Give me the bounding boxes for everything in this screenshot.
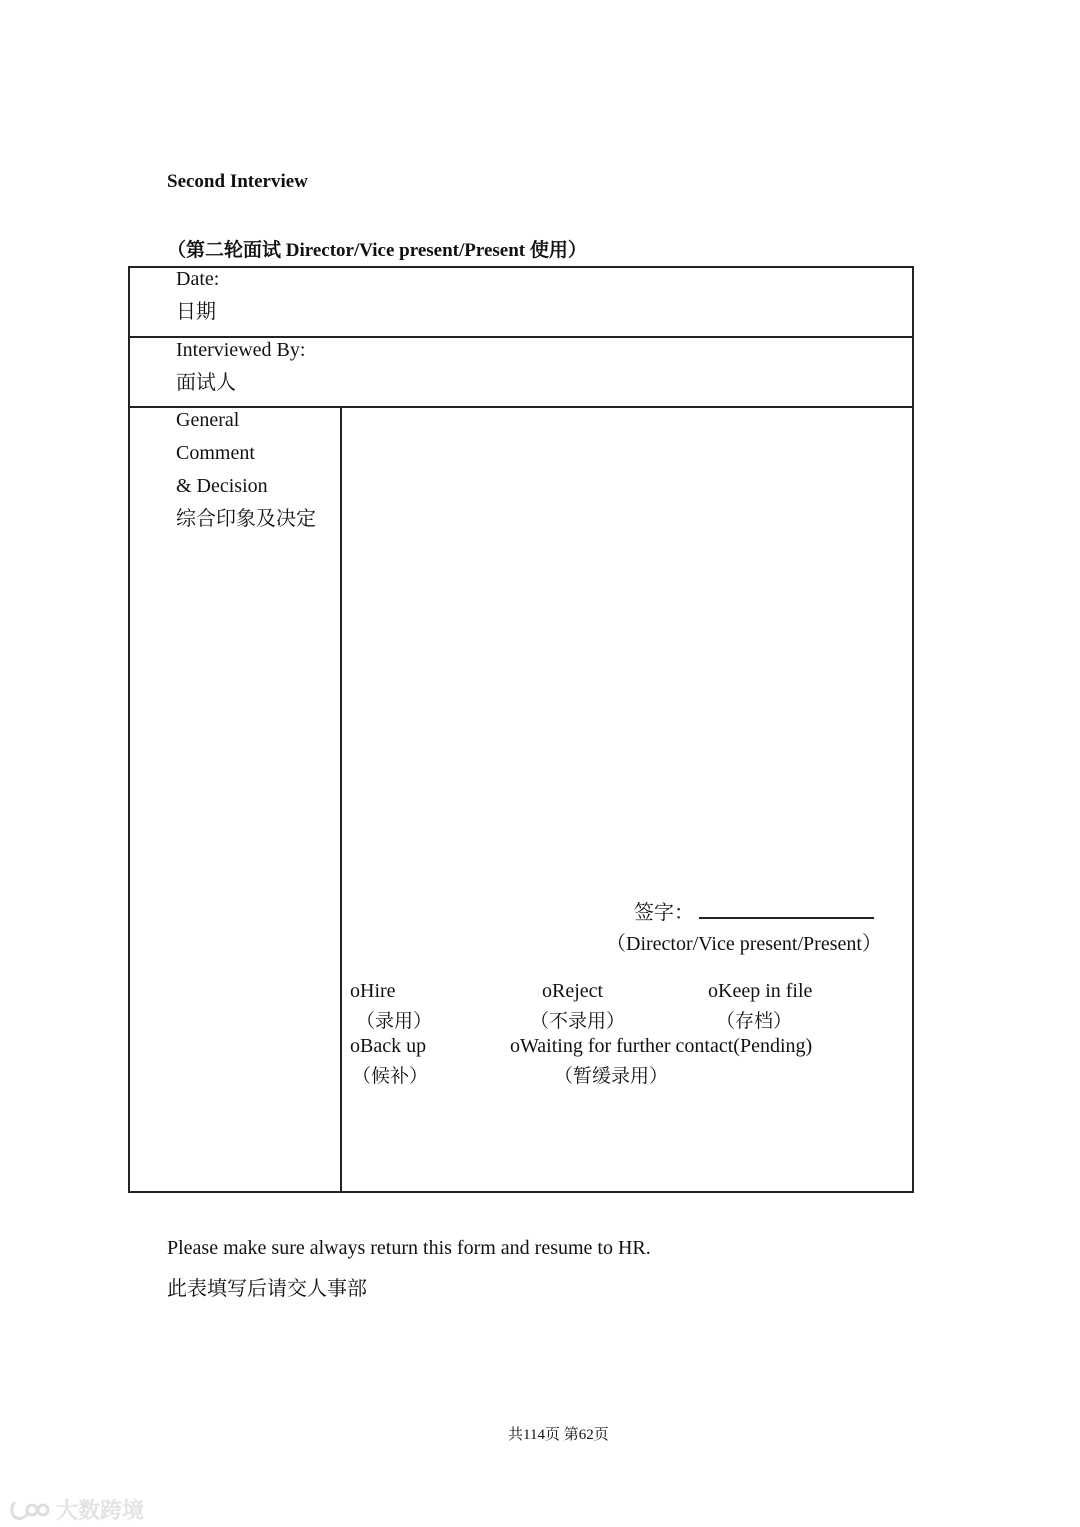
page-number: 共114页 第62页 <box>508 1427 609 1443</box>
date-label-en: Date: <box>176 268 220 290</box>
table-border-left <box>128 266 130 1193</box>
interviewer-cell[interactable] <box>176 334 305 400</box>
watermark-logo-icon <box>10 1499 50 1521</box>
comment-label-cn: 综合印象及决定 <box>176 508 316 530</box>
signature-label: 签字： <box>634 902 694 924</box>
section-title: Second Interview <box>167 171 308 192</box>
comment-label-line1: General <box>176 409 240 431</box>
comment-label-line2: Comment <box>176 442 255 464</box>
interviewer-label-cn: 面试人 <box>176 372 236 394</box>
comment-area[interactable] <box>342 408 910 878</box>
return-note-cn: 此表填写后请交人事部 <box>167 1278 367 1300</box>
comment-label-line3: & Decision <box>176 475 268 497</box>
date-cell[interactable] <box>176 263 219 329</box>
reject-option[interactable]: oReject <box>542 980 604 1002</box>
watermark-text: 大数跨境 <box>56 1499 145 1524</box>
hire-option-cn: （录用） <box>356 1011 433 1032</box>
table-border-bottom <box>128 1191 914 1193</box>
date-label-cn: 日期 <box>176 301 216 323</box>
signature-role: （Director/Vice present/Present） <box>606 933 882 955</box>
signature-line[interactable] <box>699 917 874 919</box>
comment-label <box>176 404 316 536</box>
table-border-top <box>128 266 914 268</box>
keep-in-file-option[interactable]: oKeep in file <box>708 980 813 1002</box>
pending-option[interactable]: oWaiting for further contact(Pending) <box>510 1035 813 1057</box>
table-border-right <box>912 266 914 1193</box>
keep-in-file-option-cn: （存档） <box>716 1011 793 1032</box>
form-subtitle: （第二轮面试 Director/Vice present/Present 使用） <box>167 240 587 261</box>
return-note-en: Please make sure always return this form and resume to HR. <box>167 1237 651 1259</box>
watermark <box>10 1494 144 1525</box>
backup-option-cn: （候补） <box>352 1066 429 1087</box>
backup-option[interactable]: oBack up <box>350 1035 427 1057</box>
interviewer-label-en: Interviewed By: <box>176 339 306 361</box>
pending-option-cn: （暂缓录用） <box>554 1066 669 1087</box>
hire-option[interactable]: oHire <box>350 980 396 1002</box>
reject-option-cn: （不录用） <box>530 1011 626 1032</box>
